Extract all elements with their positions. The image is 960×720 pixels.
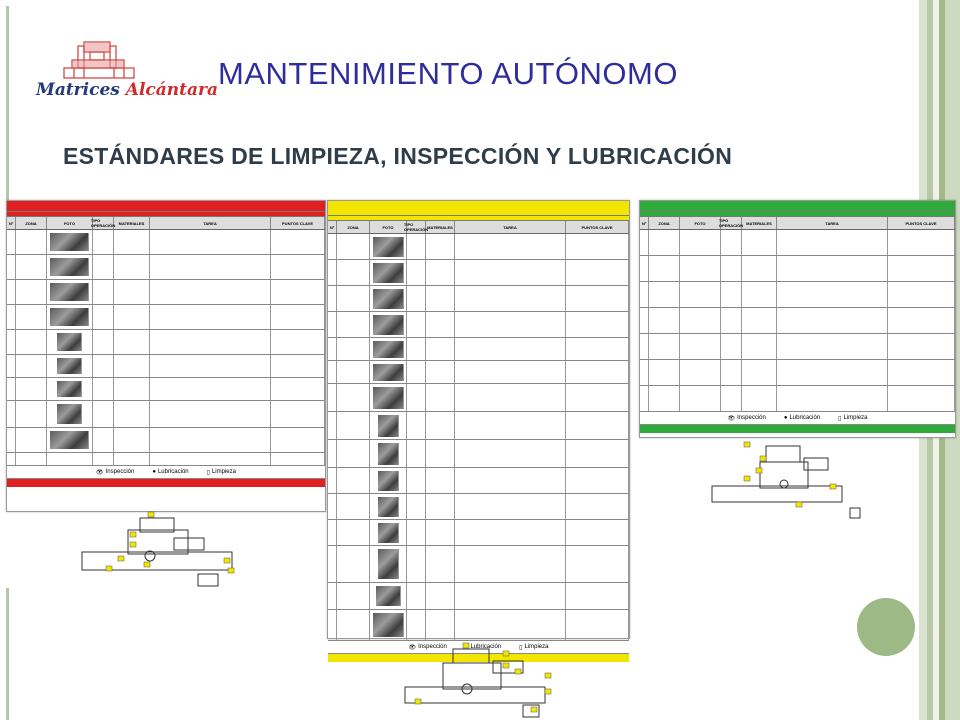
table-row [7,280,325,305]
table-row [328,412,629,440]
col-header-foto: FOTO [680,217,721,229]
table-row [328,610,629,641]
legend-label: Limpieza [843,415,868,421]
col-header-puntos-clave: PUNTOS CLAVE [271,217,325,229]
work-instruction-sheet-red [6,200,326,512]
legend-inspeccion [728,415,766,422]
bucket-icon: ▯ [838,415,842,422]
decor-left-line [6,6,9,216]
legend-label: Lubricación [470,644,502,650]
table-row [7,378,325,401]
table-row [7,305,325,330]
col-header-materiales: MATERIALES [114,217,150,229]
table-row [7,355,325,378]
table-row [328,468,629,494]
table-row [7,230,325,255]
table-row [640,230,955,256]
col-header-zona: ZONA [649,217,680,229]
decor-circle [857,598,915,656]
legend-inspeccion [96,469,134,476]
sheet-footer-bar [7,479,325,487]
legend-label: Limpieza [211,469,236,475]
legend-limpieza [838,415,867,422]
table-row [328,384,629,412]
sheet-legend [640,412,955,425]
col-header-num: Nº [328,221,337,233]
drop-icon: ● [783,415,788,421]
sheet-column-headers [640,217,955,230]
legend-lubricacion [784,415,820,421]
table-row [640,256,955,282]
machine-diagram [395,643,560,720]
table-row [7,330,325,355]
machine-diagram [78,512,238,590]
col-header-foto: FOTO [47,217,93,229]
legend-label: Inspección [418,644,447,650]
table-row [7,401,325,428]
work-instruction-sheet-green [639,200,956,438]
table-row [7,255,325,280]
col-header-tarea: TAREA [150,217,271,229]
work-instruction-sheet-yellow [327,200,630,651]
table-row [328,440,629,468]
logo-text-alcantara: Alcántara [125,80,218,100]
sheet-rows [7,230,325,466]
sheet-rows [640,230,955,412]
col-header-num: Nº [640,217,649,229]
legend-label: Inspección [737,415,766,421]
table-row [328,546,629,583]
logo-wordmark [36,80,218,100]
col-header-puntos-clave: PUNTOS CLAVE [566,221,629,233]
table-row [7,453,325,466]
table-row [328,494,629,520]
col-header-materiales: MATERIALES [426,221,455,233]
legend-label: Inspección [105,469,135,475]
eye-icon: 👁 [408,644,417,651]
bucket-icon: ▯ [519,644,523,651]
drop-icon: ● [152,469,156,475]
table-row [640,308,955,334]
table-row [328,312,629,338]
col-header-tipo: TIPO OPERACIÓN [403,222,429,232]
sheet-legend [7,466,325,479]
col-header-foto: FOTO [370,221,407,233]
legend-label: Lubricación [157,469,189,475]
table-row [328,583,629,610]
table-row [640,282,955,308]
table-row [328,234,629,260]
machine-diagram [700,440,860,518]
table-row [328,520,629,546]
table-row [328,260,629,286]
page-subtitle: ESTÁNDARES DE LIMPIEZA, INSPECCIÓN Y LUBRICACIÓN [63,143,733,169]
eye-icon: 👁 [727,415,736,422]
sheet-footer-bar [640,425,955,433]
page-title: MANTENIMIENTO AUTÓNOMO [218,56,678,91]
legend-lubricacion [152,469,188,475]
table-row [328,338,629,361]
col-header-zona: ZONA [337,221,370,233]
legend-label: Lubricación [789,415,821,421]
decor-left-line [6,588,9,720]
legend-limpieza [207,469,236,476]
legend-label: Limpieza [524,644,549,650]
sheet-header-bar [328,201,629,211]
col-header-zona: ZONA [16,217,47,229]
table-row [640,386,955,412]
col-header-tarea: TAREA [455,221,566,233]
table-row [7,428,325,453]
table-row [328,361,629,384]
col-header-puntos-clave: PUNTOS CLAVE [888,217,955,229]
table-row [328,286,629,312]
sheet-column-headers [7,217,325,230]
logo-text-matrices: Matrices [36,80,120,100]
eye-icon: 👁 [96,469,104,476]
col-header-tipo: TIPO OPERACIÓN [718,218,744,228]
bucket-icon: ▯ [206,469,210,476]
sheet-rows [328,234,629,641]
col-header-tarea: TAREA [777,217,888,229]
col-header-tipo: TIPO OPERACIÓN [90,218,116,228]
table-row [640,360,955,386]
col-header-materiales: MATERIALES [742,217,777,229]
col-header-num: Nº [7,217,16,229]
sheet-column-headers [328,221,629,234]
table-row [640,334,955,360]
